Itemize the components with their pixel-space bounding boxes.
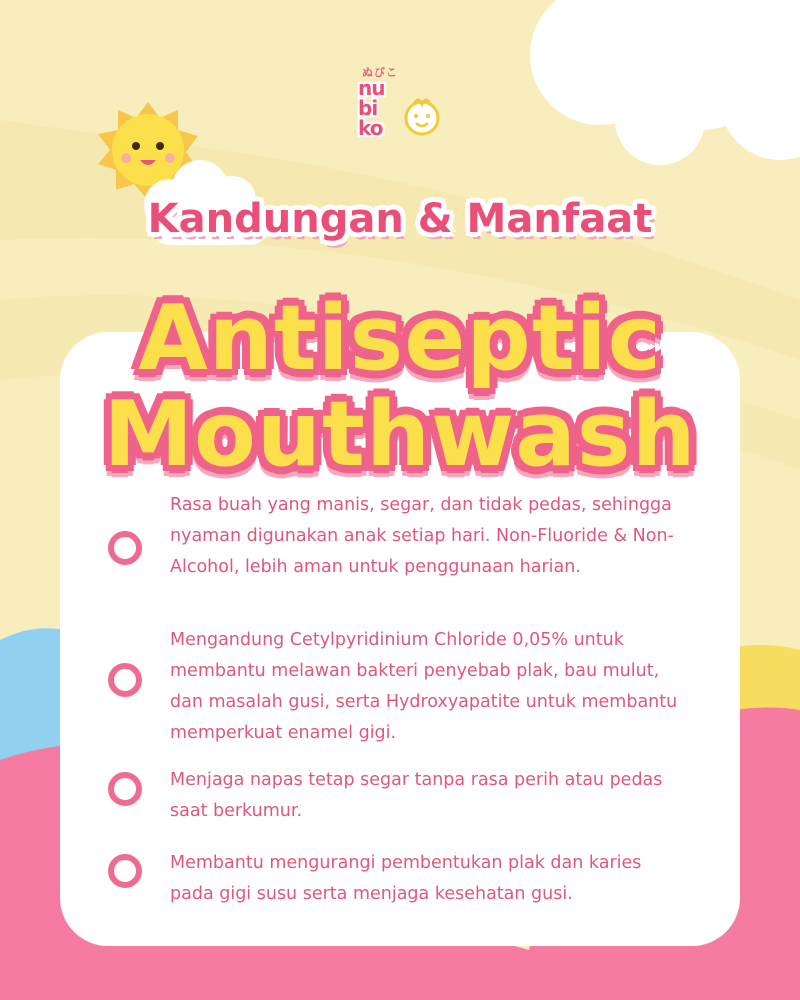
circle-bullet-icon — [108, 772, 142, 806]
logo-small-text: ぬびこ — [362, 66, 398, 79]
list-item-text: Rasa buah yang manis, segar, dan tidak pedas, sehingga nyaman digunakan anak setiap hari. Non-Fluoride & Non-Alcohol, lebih aman untuk penggunaan harian. — [170, 495, 674, 577]
logo-word-line: bi — [358, 96, 378, 120]
logo-wordmark — [358, 78, 402, 138]
circle-bullet-icon — [108, 663, 142, 697]
list-item-text: Menjaga napas tetap segar tanpa rasa perih atau pedas saat berkumur. — [170, 770, 663, 821]
list-item-text: Mengandung Cetylpyridinium Chloride 0,05% untuk membantu melawan bakteri penyebab plak, bau mulut, dan masalah gusi, serta Hydroxyapatite untuk membantu memperkuat enamel gigi. — [170, 630, 678, 743]
list-item-text: Membantu mengurangi pembentukan plak dan karies pada gigi susu serta menjaga kesehatan gusi. — [170, 853, 642, 904]
title-line: Antiseptic — [138, 286, 662, 391]
baby-face-icon — [400, 94, 444, 136]
title-line: Mouthwash — [103, 382, 697, 487]
circle-bullet-icon — [108, 531, 142, 565]
brand-logo — [352, 64, 448, 156]
circle-bullet-icon — [108, 854, 142, 888]
logo-word-line: nu — [358, 76, 385, 100]
logo-word-line: ko — [358, 116, 383, 140]
subtitle: Kandungan & Manfaat — [147, 196, 653, 242]
